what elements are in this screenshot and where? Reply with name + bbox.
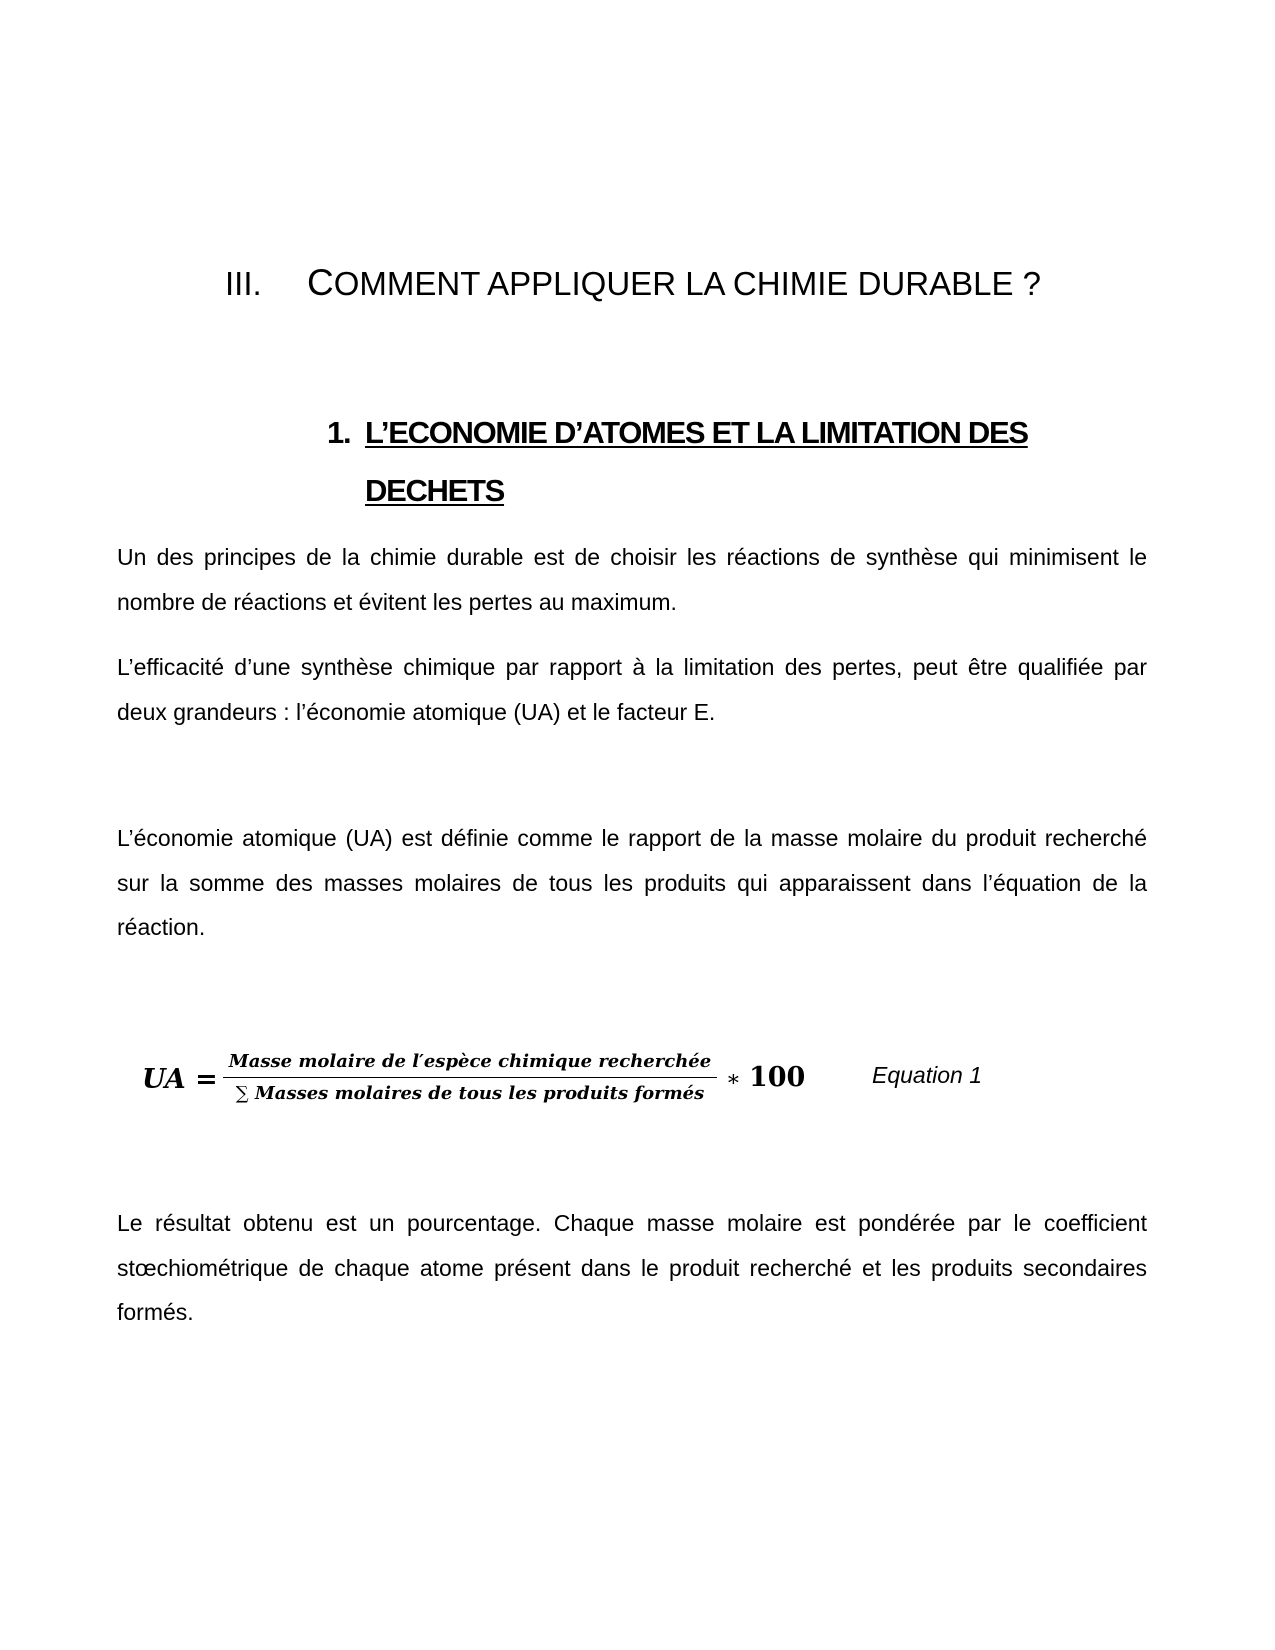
section-number: III.	[225, 265, 262, 302]
fraction-bar	[223, 1077, 717, 1078]
equation-denominator-wrap	[223, 1080, 717, 1108]
subsection-title: L’ECONOMIE D’ATOMES ET LA LIMITATION DES DECHETS	[365, 415, 1028, 508]
paragraph-efficiency: L’efficacité d’une synthèse chimique par rapport à la limitation des pertes, peut être qualifiée par deux grandeurs : l’économie atomique (UA) et le facteur E.	[117, 654, 1147, 725]
section-heading	[225, 262, 1041, 304]
equation-factor: 100	[748, 1062, 806, 1093]
section-title: OMMENT APPLIQUER LA CHIMIE DURABLE ?	[333, 265, 1041, 302]
paragraph-definition: L’économie atomique (UA) est définie comme le rapport de la masse molaire du produit recherché sur la somme des masses molaires de tous les produits qui apparaissent dans l’équation de la réaction.	[117, 825, 1147, 940]
paragraph-result: Le résultat obtenu est un pourcentage. Chaque masse molaire est pondérée par le coefficient stœchiométrique de chaque atome présent dans le produit recherché et les produits secondaires formés.	[117, 1210, 1147, 1325]
paragraph-intro: Un des principes de la chimie durable est de choisir les réactions de synthèse qui minimisent le nombre de réactions et évitent les pertes au maximum.	[117, 544, 1147, 615]
multiply-operator: ∗	[726, 1067, 741, 1092]
equation-label: Equation 1	[872, 1062, 982, 1088]
equation-denominator: Masses molaires de tous les produits formés	[254, 1083, 705, 1104]
equation-fraction	[223, 1048, 717, 1108]
subsection-heading	[327, 404, 1105, 520]
sigma-symbol: ∑	[235, 1083, 249, 1104]
equation-numerator: Masse molaire de l′espèce chimique recherchée	[228, 1051, 712, 1072]
equation-lhs: UA =	[142, 1064, 218, 1095]
equation-rhs	[726, 1062, 805, 1093]
subsection-number: 1.	[327, 415, 351, 450]
section-title-initial: C	[307, 262, 334, 303]
